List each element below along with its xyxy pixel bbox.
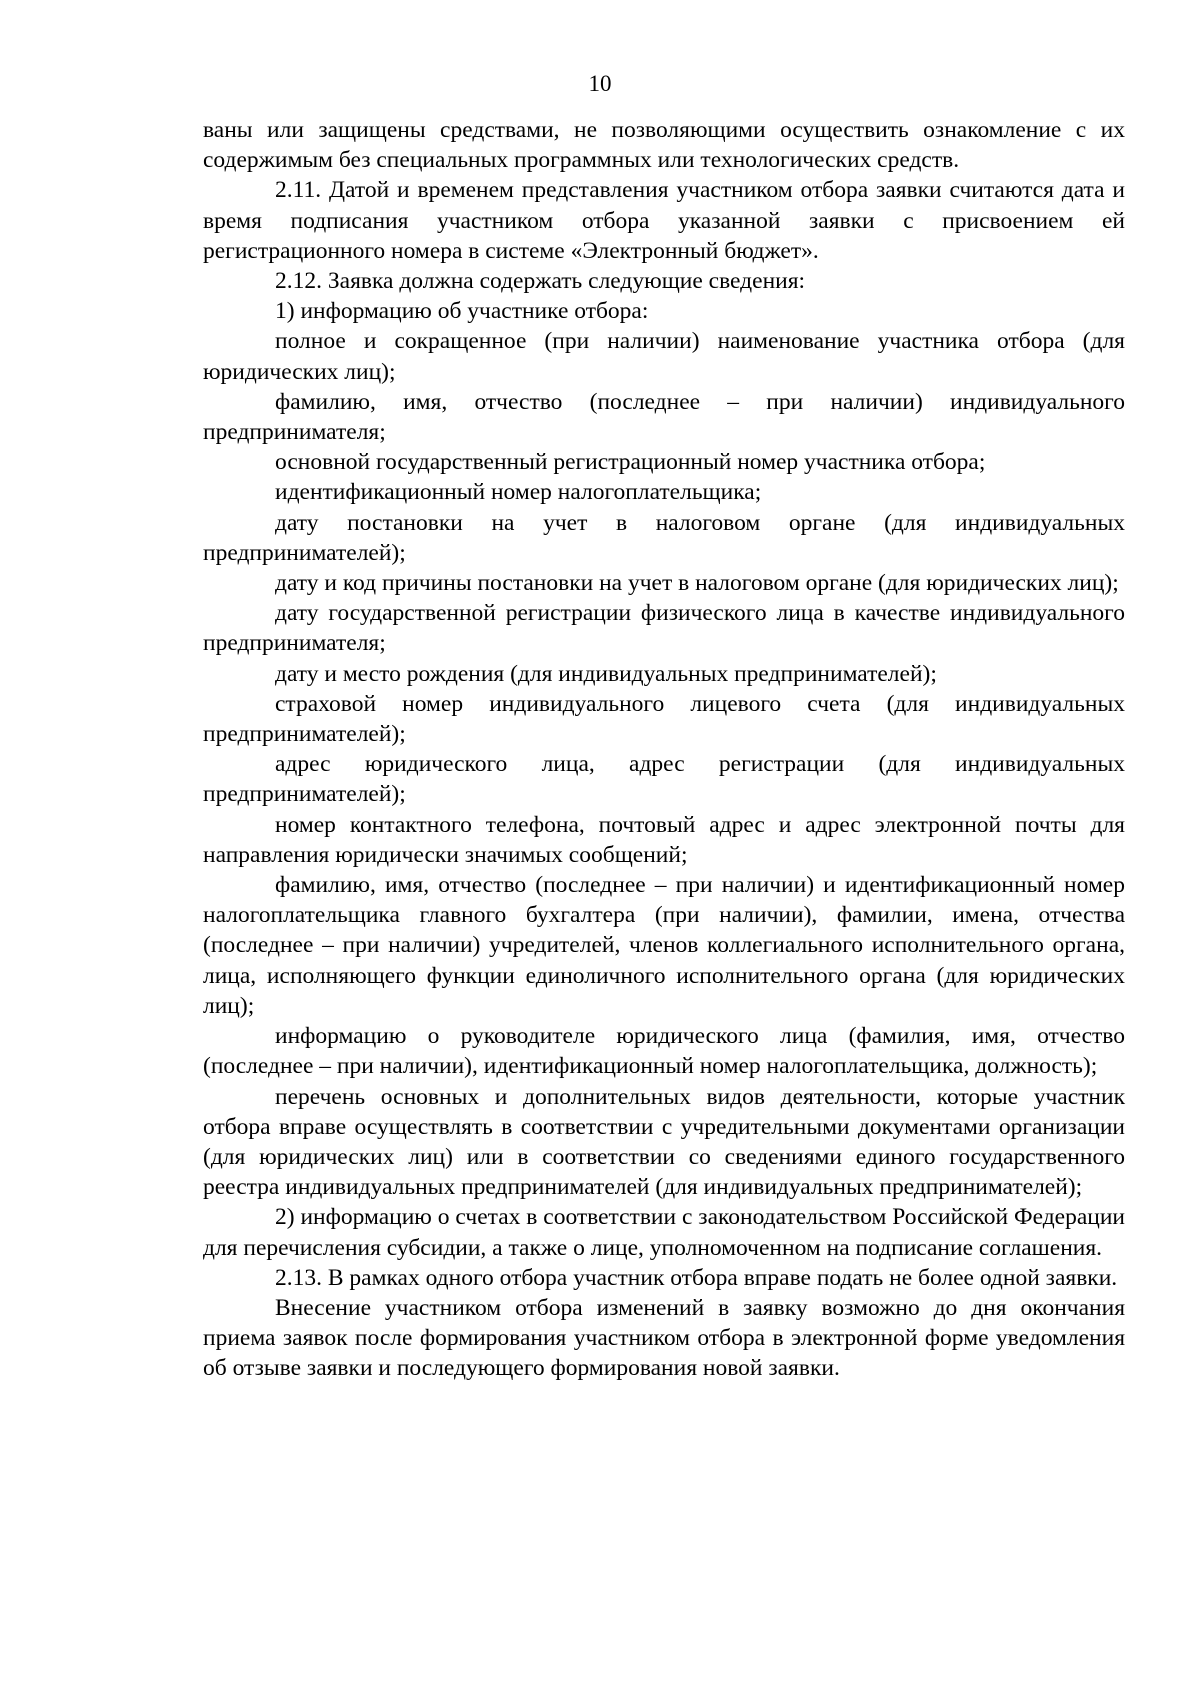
list-item-inn: идентификационный номер налогоплательщика; xyxy=(275,479,762,506)
list-item-contacts: номер контактного телефона, почтовый адрес и адрес электронной почты для направления юридически значимых сообщений; xyxy=(203,811,1125,868)
page-number: 10 xyxy=(588,71,612,96)
list-item-tax-registration-date: дату постановки на учет в налоговом органе (для индивидуальных предпринимателей); xyxy=(203,509,1125,566)
paragraph-2-11: 2.11. Датой и временем представления участником отбора заявки считаются дата и время подписания участником отбора указанной заявки с присвоением ей регистрационного номера в системе «Электронный бюджет». xyxy=(203,177,1125,264)
paragraph-continuation: ваны или защищены средствами, не позволяющими осуществить ознакомление с их содержимым без специальных программных или технологических средств. xyxy=(203,117,1125,174)
paragraph-2-12: 2.12. Заявка должна содержать следующие сведения: xyxy=(275,268,806,295)
list-item-ogrn: основной государственный регистрационный номер участника отбора; xyxy=(275,449,986,476)
list-item-birth-date-place: дату и место рождения (для индивидуальных предпринимателей); xyxy=(275,660,937,687)
list-item-accountant-founders: фамилию, имя, отчество (последнее – при наличии) и идентификационный номер налогоплательщика главного бухгалтера (при наличии), фамилии, имена, отчества (последнее – при наличии) учредителей, членов коллегиального исполнительного органа, лица, исполняющего функции единоличного исполнительного органа (для юридических лиц); xyxy=(203,872,1125,1019)
list-item-state-registration-date: дату государственной регистрации физического лица в качестве индивидуального предпринимателя; xyxy=(203,600,1125,657)
document-body xyxy=(203,115,1125,1384)
list-item-participant-info: 1) информацию об участнике отбора: xyxy=(275,298,649,325)
list-item-accounts-info: 2) информацию о счетах в соответствии с законодательством Российской Федерации для перечисления субсидии, а также о лице, уполномоченном на подписание соглашения. xyxy=(203,1204,1125,1261)
list-item-snils: страховой номер индивидуального лицевого счета (для индивидуальных предпринимателей); xyxy=(203,690,1125,748)
list-item-kpp: дату и код причины постановки на учет в налоговом органе (для юридических лиц); xyxy=(275,570,1119,597)
paragraph-2-13: 2.13. В рамках одного отбора участник отбора вправе подать не более одной заявки. xyxy=(275,1264,1118,1291)
list-item-entrepreneur-name: фамилию, имя, отчество (последнее – при наличии) индивидуального предпринимателя; xyxy=(203,388,1125,446)
list-item-full-name: полное и сокращенное (при наличии) наименование участника отбора (для юридических лиц); xyxy=(203,328,1125,385)
list-item-address: адрес юридического лица, адрес регистрации (для индивидуальных предпринимателей); xyxy=(203,751,1125,808)
list-item-director-info: информацию о руководителе юридического лица (фамилия, имя, отчество (последнее – при наличии), идентификационный номер налогоплательщика, должность); xyxy=(203,1023,1125,1080)
paragraph-changes: Внесение участником отбора изменений в заявку возможно до дня окончания приема заявок после формирования участником отбора в электронной форме уведомления об отзыве заявки и последующего формирования новой заявки. xyxy=(203,1294,1125,1382)
list-item-activities: перечень основных и дополнительных видов деятельности, которые участник отбора вправе осуществлять в соответствии с учредительными документами организации (для юридических лиц) или в соответствии со сведениями единого государственного реестра индивидуальных предпринимателей (для индивидуальных предпринимателей); xyxy=(203,1083,1125,1201)
